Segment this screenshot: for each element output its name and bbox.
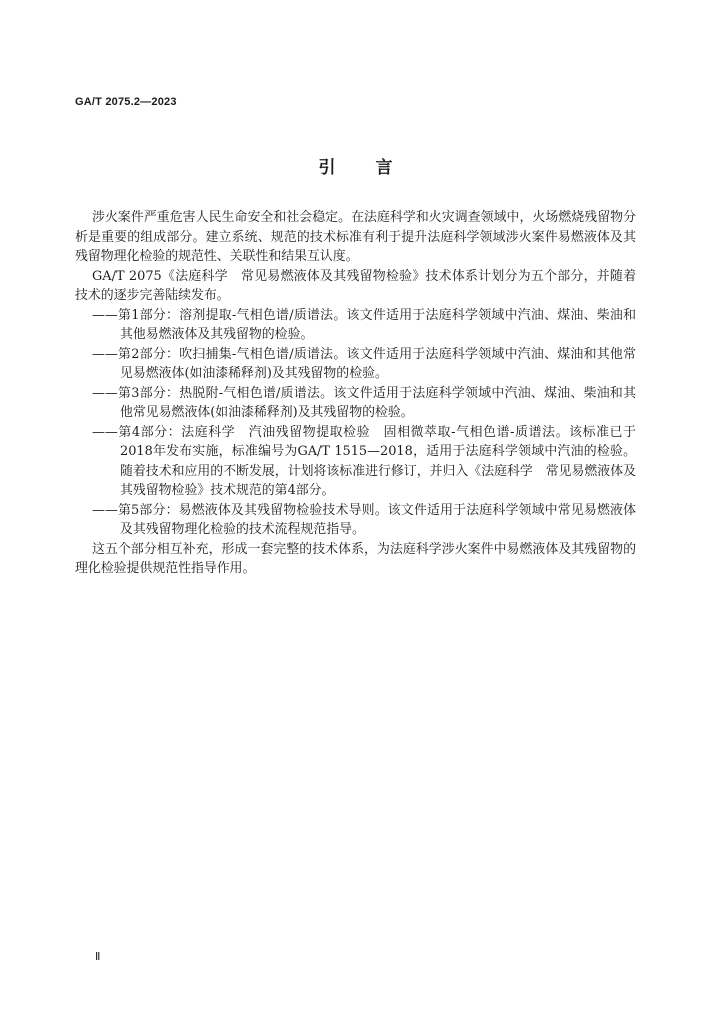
introduction-body: [75, 208, 636, 579]
page-number: Ⅱ: [95, 951, 101, 963]
part-list-item: ——第3部分：热脱附-气相色谱/质谱法。该文件适用于法庭科学领域中汽油、煤油、柴油和其他常见易燃液体(如油漆稀释剂)及其残留物的检验。: [92, 385, 636, 420]
part-list-item: ——第4部分：法庭科学 汽油残留物提取检验 固相微萃取-气相色谱-质谱法。该标准已于2018年发布实施，标准编号为GA/T 1515—2018，适用于法庭科学领域中汽油的检验。随着技术和应用的不断发展，计划将该标准进行修订，并归入《法庭科学 常见易燃液体及其残留物检验》技术规范的第4部分。: [92, 424, 636, 498]
section-title: 引言: [318, 158, 433, 178]
intro-paragraph: 涉火案件严重危害人民生命安全和社会稳定。在法庭科学和火灾调查领域中，火场燃烧残留物分析是重要的组成部分。建立系统、规范的技术标准有利于提升法庭科学领域涉火案件易燃液体及其残留物理化检验的规范性、关联性和结果互认度。: [75, 210, 636, 264]
part-list-item: ——第1部分：溶剂提取-气相色谱/质谱法。该文件适用于法庭科学领域中汽油、煤油、柴油和其他易燃液体及其残留物的检验。: [92, 307, 636, 342]
part-list-item: ——第2部分：吹扫捕集-气相色谱/质谱法。该文件适用于法庭科学领域中汽油、煤油和其他常见易燃液体(如油漆稀释剂)及其残留物的检验。: [92, 346, 636, 381]
part-list-item: ——第5部分：易燃液体及其残留物检验技术导则。该文件适用于法庭科学领域中常见易燃液体及其残留物理化检验的技术流程规范指导。: [92, 502, 636, 537]
intro-paragraph: GA/T 2075《法庭科学 常见易燃液体及其残留物检验》技术体系计划分为五个部分，并随着技术的逐步完善陆续发布。: [75, 268, 636, 303]
closing-paragraph: 这五个部分相互补充，形成一套完整的技术体系，为法庭科学涉火案件中易燃液体及其残留物的理化检验提供规范性指导作用。: [75, 541, 636, 576]
standard-number: GA/T 2075.2—2023: [75, 96, 177, 108]
